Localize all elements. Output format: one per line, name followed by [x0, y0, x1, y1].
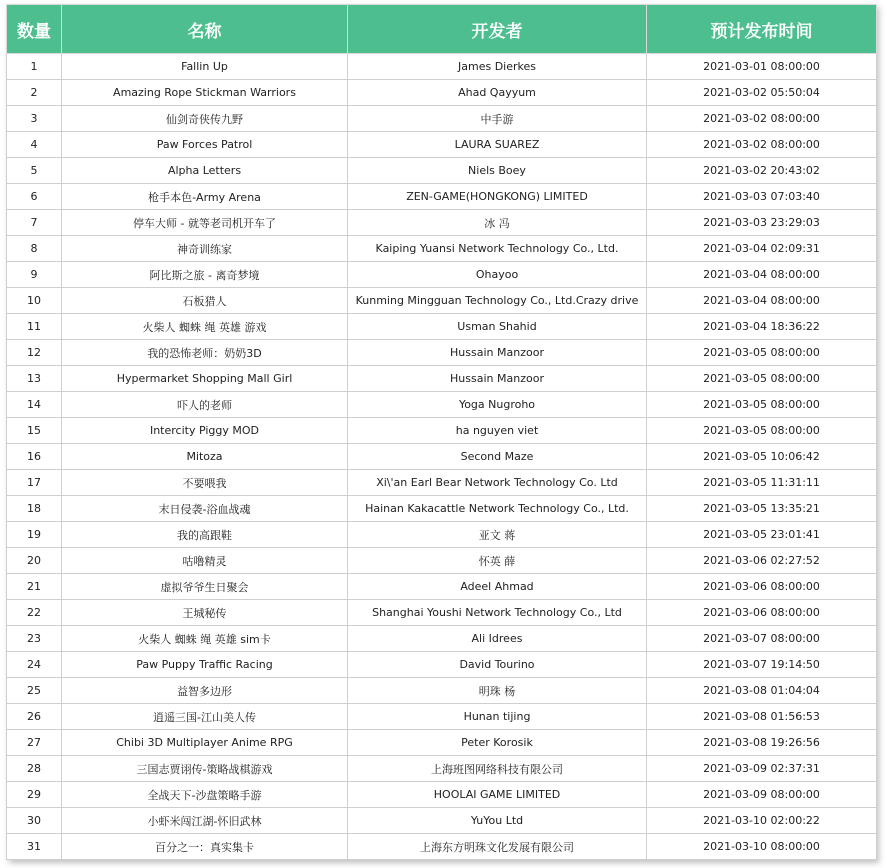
table-row	[7, 730, 877, 756]
cell-developer: 明珠 杨	[348, 678, 647, 704]
table-row	[7, 678, 877, 704]
cell-release-time: 2021-03-10 02:00:22	[647, 808, 877, 834]
table-row	[7, 704, 877, 730]
cell-number: 8	[7, 236, 62, 262]
table-row	[7, 574, 877, 600]
cell-developer: Yoga Nugroho	[348, 392, 647, 418]
cell-developer: Hussain Manzoor	[348, 366, 647, 392]
cell-release-time: 2021-03-04 02:09:31	[647, 236, 877, 262]
cell-number: 11	[7, 314, 62, 340]
cell-number: 28	[7, 756, 62, 782]
cell-developer: ZEN-GAME(HONGKONG) LIMITED	[348, 184, 647, 210]
cell-developer: Kaiping Yuansi Network Technology Co., Ltd.	[348, 236, 647, 262]
table-row	[7, 288, 877, 314]
cell-number: 31	[7, 834, 62, 860]
cell-game-name: 石板猎人	[62, 288, 348, 314]
cell-game-name: Hypermarket Shopping Mall Girl	[62, 366, 348, 392]
cell-game-name: 阿比斯之旅 - 离奇梦境	[62, 262, 348, 288]
cell-game-name: 小虾米闯江湖-怀旧武林	[62, 808, 348, 834]
cell-game-name: Fallin Up	[62, 54, 348, 80]
cell-number: 25	[7, 678, 62, 704]
header-name: 名称	[62, 5, 348, 54]
cell-game-name: 虚拟爷爷生日聚会	[62, 574, 348, 600]
cell-game-name: Mitoza	[62, 444, 348, 470]
cell-game-name: 吓人的老师	[62, 392, 348, 418]
table-row	[7, 496, 877, 522]
cell-game-name: 火柴人 蜘蛛 绳 英雄 游戏	[62, 314, 348, 340]
cell-game-name: 不要喂我	[62, 470, 348, 496]
cell-developer: YuYou Ltd	[348, 808, 647, 834]
cell-game-name: 我的恐怖老师：奶奶3D	[62, 340, 348, 366]
cell-number: 29	[7, 782, 62, 808]
table-row	[7, 184, 877, 210]
table-row	[7, 834, 877, 860]
table-body	[7, 54, 877, 860]
cell-number: 17	[7, 470, 62, 496]
cell-release-time: 2021-03-02 05:50:04	[647, 80, 877, 106]
cell-game-name: Paw Forces Patrol	[62, 132, 348, 158]
cell-developer: 怀英 薛	[348, 548, 647, 574]
cell-number: 10	[7, 288, 62, 314]
cell-release-time: 2021-03-05 11:31:11	[647, 470, 877, 496]
cell-game-name: 益智多边形	[62, 678, 348, 704]
cell-game-name: Amazing Rope Stickman Warriors	[62, 80, 348, 106]
cell-release-time: 2021-03-02 08:00:00	[647, 132, 877, 158]
release-table-sheet	[6, 4, 876, 860]
cell-release-time: 2021-03-04 18:36:22	[647, 314, 877, 340]
cell-number: 16	[7, 444, 62, 470]
cell-release-time: 2021-03-05 08:00:00	[647, 340, 877, 366]
cell-release-time: 2021-03-05 08:00:00	[647, 366, 877, 392]
cell-release-time: 2021-03-08 01:04:04	[647, 678, 877, 704]
cell-number: 6	[7, 184, 62, 210]
table-row	[7, 210, 877, 236]
cell-developer: 上海班图网络科技有限公司	[348, 756, 647, 782]
cell-release-time: 2021-03-04 08:00:00	[647, 262, 877, 288]
cell-release-time: 2021-03-05 08:00:00	[647, 418, 877, 444]
cell-release-time: 2021-03-09 08:00:00	[647, 782, 877, 808]
table-row	[7, 626, 877, 652]
table-row	[7, 132, 877, 158]
table-row	[7, 366, 877, 392]
cell-game-name: 末日侵袭-浴血战魂	[62, 496, 348, 522]
table-row	[7, 782, 877, 808]
table-row	[7, 418, 877, 444]
table-row	[7, 652, 877, 678]
cell-developer: David Tourino	[348, 652, 647, 678]
cell-developer: Ahad Qayyum	[348, 80, 647, 106]
cell-number: 23	[7, 626, 62, 652]
cell-release-time: 2021-03-09 02:37:31	[647, 756, 877, 782]
cell-game-name: Alpha Letters	[62, 158, 348, 184]
cell-developer: HOOLAI GAME LIMITED	[348, 782, 647, 808]
cell-developer: Hussain Manzoor	[348, 340, 647, 366]
cell-release-time: 2021-03-06 02:27:52	[647, 548, 877, 574]
cell-game-name: 我的高跟鞋	[62, 522, 348, 548]
table-row	[7, 548, 877, 574]
cell-game-name: 三国志贾诩传-策略战棋游戏	[62, 756, 348, 782]
cell-game-name: Intercity Piggy MOD	[62, 418, 348, 444]
cell-number: 4	[7, 132, 62, 158]
cell-number: 13	[7, 366, 62, 392]
cell-release-time: 2021-03-05 10:06:42	[647, 444, 877, 470]
cell-developer: ha nguyen viet	[348, 418, 647, 444]
cell-developer: Hainan Kakacattle Network Technology Co., Ltd.	[348, 496, 647, 522]
table-row	[7, 314, 877, 340]
cell-number: 19	[7, 522, 62, 548]
cell-release-time: 2021-03-01 08:00:00	[647, 54, 877, 80]
cell-game-name: 火柴人 蜘蛛 绳 英雄 sim卡	[62, 626, 348, 652]
cell-game-name: 神奇训练家	[62, 236, 348, 262]
cell-number: 14	[7, 392, 62, 418]
cell-number: 27	[7, 730, 62, 756]
cell-release-time: 2021-03-05 08:00:00	[647, 392, 877, 418]
table-row	[7, 80, 877, 106]
table-row	[7, 808, 877, 834]
header-release-time: 预计发布时间	[647, 5, 877, 54]
cell-developer: Second Maze	[348, 444, 647, 470]
cell-developer: Ohayoo	[348, 262, 647, 288]
cell-developer: 冰 冯	[348, 210, 647, 236]
cell-game-name: 逍遥三国-江山美人传	[62, 704, 348, 730]
table-header-row	[7, 5, 877, 54]
cell-game-name: 停车大师 - 就等老司机开车了	[62, 210, 348, 236]
cell-release-time: 2021-03-06 08:00:00	[647, 574, 877, 600]
table-row	[7, 470, 877, 496]
cell-developer: Peter Korosik	[348, 730, 647, 756]
cell-number: 3	[7, 106, 62, 132]
table-row	[7, 236, 877, 262]
table-row	[7, 756, 877, 782]
table-row	[7, 54, 877, 80]
cell-release-time: 2021-03-06 08:00:00	[647, 600, 877, 626]
table-row	[7, 444, 877, 470]
table-row	[7, 106, 877, 132]
cell-number: 20	[7, 548, 62, 574]
table-row	[7, 522, 877, 548]
cell-release-time: 2021-03-05 13:35:21	[647, 496, 877, 522]
cell-game-name: 枪手本色-Army Arena	[62, 184, 348, 210]
cell-number: 5	[7, 158, 62, 184]
cell-release-time: 2021-03-08 01:56:53	[647, 704, 877, 730]
cell-number: 2	[7, 80, 62, 106]
table-row	[7, 392, 877, 418]
cell-release-time: 2021-03-05 23:01:41	[647, 522, 877, 548]
cell-game-name: Chibi 3D Multiplayer Anime RPG	[62, 730, 348, 756]
table-row	[7, 600, 877, 626]
cell-game-name: 百分之一：真实集卡	[62, 834, 348, 860]
cell-game-name: 王城秘传	[62, 600, 348, 626]
cell-developer: 中手游	[348, 106, 647, 132]
cell-number: 18	[7, 496, 62, 522]
cell-game-name: 全战天下-沙盘策略手游	[62, 782, 348, 808]
table-row	[7, 340, 877, 366]
cell-release-time: 2021-03-02 08:00:00	[647, 106, 877, 132]
cell-developer: Hunan tijing	[348, 704, 647, 730]
cell-number: 21	[7, 574, 62, 600]
cell-developer: 上海东方明珠文化发展有限公司	[348, 834, 647, 860]
cell-developer: Xi\'an Earl Bear Network Technology Co. Ltd	[348, 470, 647, 496]
cell-number: 22	[7, 600, 62, 626]
cell-number: 12	[7, 340, 62, 366]
cell-developer: Usman Shahid	[348, 314, 647, 340]
cell-game-name: 咕噜精灵	[62, 548, 348, 574]
cell-developer: LAURA SUAREZ	[348, 132, 647, 158]
cell-release-time: 2021-03-04 08:00:00	[647, 288, 877, 314]
cell-release-time: 2021-03-07 19:14:50	[647, 652, 877, 678]
table-row	[7, 158, 877, 184]
cell-developer: Niels Boey	[348, 158, 647, 184]
cell-number: 9	[7, 262, 62, 288]
cell-number: 30	[7, 808, 62, 834]
cell-game-name: 仙剑奇侠传九野	[62, 106, 348, 132]
cell-number: 15	[7, 418, 62, 444]
cell-release-time: 2021-03-07 08:00:00	[647, 626, 877, 652]
release-table	[6, 4, 877, 860]
cell-release-time: 2021-03-02 20:43:02	[647, 158, 877, 184]
cell-number: 7	[7, 210, 62, 236]
header-developer: 开发者	[348, 5, 647, 54]
cell-number: 1	[7, 54, 62, 80]
cell-developer: 亚文 蒋	[348, 522, 647, 548]
cell-release-time: 2021-03-03 07:03:40	[647, 184, 877, 210]
cell-release-time: 2021-03-03 23:29:03	[647, 210, 877, 236]
cell-developer: Adeel Ahmad	[348, 574, 647, 600]
cell-developer: James Dierkes	[348, 54, 647, 80]
cell-game-name: Paw Puppy Traffic Racing	[62, 652, 348, 678]
header-count: 数量	[7, 5, 62, 54]
cell-developer: Kunming Mingguan Technology Co., Ltd.Crazy drive	[348, 288, 647, 314]
cell-release-time: 2021-03-08 19:26:56	[647, 730, 877, 756]
cell-developer: Ali Idrees	[348, 626, 647, 652]
cell-release-time: 2021-03-10 08:00:00	[647, 834, 877, 860]
cell-number: 26	[7, 704, 62, 730]
table-row	[7, 262, 877, 288]
cell-developer: Shanghai Youshi Network Technology Co., Ltd	[348, 600, 647, 626]
cell-number: 24	[7, 652, 62, 678]
